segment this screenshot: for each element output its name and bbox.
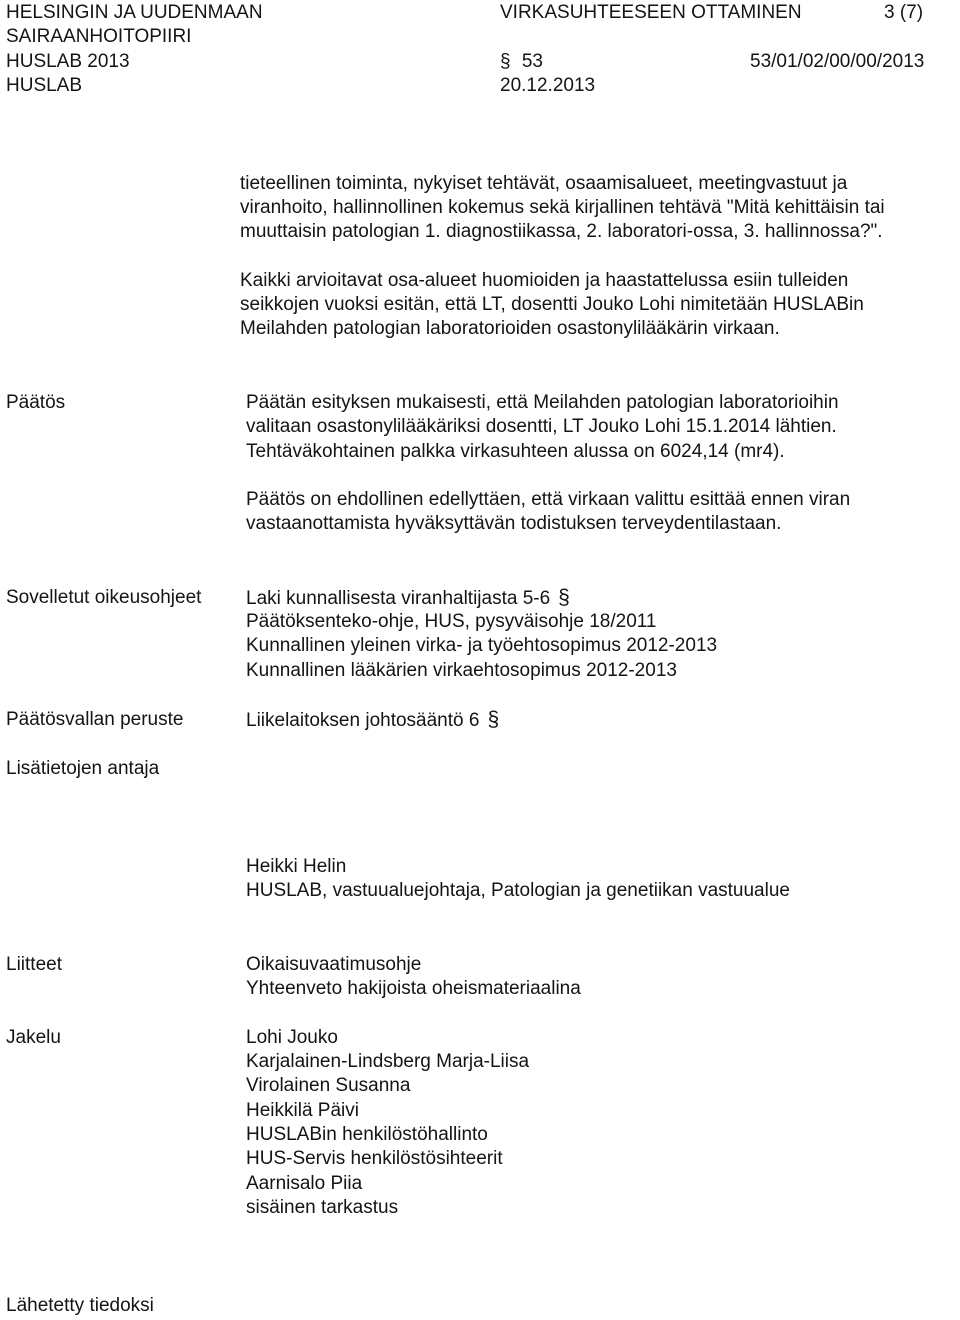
attachments-label: Liitteet bbox=[6, 954, 62, 975]
distribution-item-8: sisäinen tarkastus bbox=[246, 1197, 399, 1218]
decision-line-1: Päätän esityksen mukaisesti, että Meilahden patologian laboratorioihin bbox=[246, 392, 839, 413]
signer-name: Heikki Helin bbox=[246, 856, 347, 877]
info-label: Lisätietojen antaja bbox=[6, 758, 160, 779]
unit-year: HUSLAB 2013 bbox=[6, 51, 130, 72]
decision-number bbox=[500, 50, 543, 74]
condition-line-1: Päätös on ehdollinen edellyttäen, että virkaan valittu esittää ennen viran bbox=[246, 489, 851, 510]
condition-line-2: vastaanottamista hyväksyttävän todistuksen terveydentilastaan. bbox=[246, 513, 782, 534]
rule-item-1-text: Laki kunnallisesta viranhaltijasta 5-6 bbox=[246, 588, 551, 609]
decision-date: 20.12.2013 bbox=[500, 75, 596, 96]
intro-line-1: tieteellinen toiminta, nykyiset tehtävät, osaamisalueet, meetingvastuut ja bbox=[240, 173, 848, 194]
distribution-item-5: HUSLABin henkilöstöhallinto bbox=[246, 1124, 488, 1145]
authority-value bbox=[246, 708, 499, 733]
distribution-item-3: Virolainen Susanna bbox=[246, 1075, 411, 1096]
attachment-item-1: Oikaisuvaatimusohje bbox=[246, 954, 422, 975]
authority-value-text: Liikelaitoksen johtosääntö 6 bbox=[246, 710, 480, 731]
decision-number-value: 53 bbox=[521, 51, 543, 72]
assessment-line-3: Meilahden patologian laboratorioiden osastonylilääkärin virkaan. bbox=[240, 318, 780, 339]
intro-line-3: muuttaisin patologian 1. diagnostiikassa, 2. laboratori-ossa, 3. hallinnossa?". bbox=[240, 221, 883, 242]
reference-number: 53/01/02/00/00/2013 bbox=[750, 51, 925, 72]
page-number: 3 (7) bbox=[884, 2, 924, 23]
distribution-item-1: Lohi Jouko bbox=[246, 1027, 338, 1048]
section-symbol: § bbox=[487, 708, 500, 731]
unit-name: HUSLAB bbox=[6, 75, 83, 96]
rule-item-2: Päätöksenteko-ohje, HUS, pysyväisohje 18/2011 bbox=[246, 611, 657, 632]
decision-line-3: Tehtäväkohtainen palkka virkasuhteen alussa on 6024,14 (mr4). bbox=[246, 441, 785, 462]
distribution-label: Jakelu bbox=[6, 1027, 61, 1048]
assessment-line-1: Kaikki arvioitavat osa-alueet huomioiden ja haastattelussa esiin tulleiden bbox=[240, 270, 849, 291]
rule-item-1 bbox=[246, 586, 570, 611]
decision-label: Päätös bbox=[6, 392, 66, 413]
distribution-item-2: Karjalainen-Lindsberg Marja-Liisa bbox=[246, 1051, 530, 1072]
org-name-line1: HELSINGIN JA UUDENMAAN bbox=[6, 2, 263, 23]
attachment-item-2: Yhteenveto hakijoista oheismateriaalina bbox=[246, 978, 581, 999]
decision-line-2: valitaan osastonylilääkäriksi dosentti, LT Jouko Lohi 15.1.2014 lähtien. bbox=[246, 416, 837, 437]
signer-title: HUSLAB, vastuualuejohtaja, Patologian ja genetiikan vastuualue bbox=[246, 880, 790, 901]
assessment-line-2: seikkojen vuoksi esitän, että LT, dosentti Jouko Lohi nimitetään HUSLABin bbox=[240, 294, 864, 315]
authority-label: Päätösvallan peruste bbox=[6, 709, 184, 730]
org-name-line2: SAIRAANHOITOPIIRI bbox=[6, 26, 192, 47]
intro-line-2: viranhoito, hallinnollinen kokemus sekä kirjallinen tehtävä "Mitä kehittäisin tai bbox=[240, 197, 885, 218]
distribution-item-7: Aarnisalo Piia bbox=[246, 1173, 363, 1194]
distribution-item-6: HUS-Servis henkilöstösihteerit bbox=[246, 1148, 503, 1169]
rule-item-3: Kunnallinen yleinen virka- ja työehtosopimus 2012-2013 bbox=[246, 635, 718, 656]
distribution-item-4: Heikkilä Päivi bbox=[246, 1100, 359, 1121]
document-type: VIRKASUHTEESEEN OTTAMINEN bbox=[500, 2, 802, 23]
section-symbol: § bbox=[500, 51, 511, 72]
sent-label: Lähetetty tiedoksi bbox=[6, 1295, 154, 1316]
rule-item-4: Kunnallinen lääkärien virkaehtosopimus 2012-2013 bbox=[246, 660, 677, 681]
section-symbol: § bbox=[558, 586, 570, 609]
rules-label: Sovelletut oikeusohjeet bbox=[6, 587, 202, 608]
